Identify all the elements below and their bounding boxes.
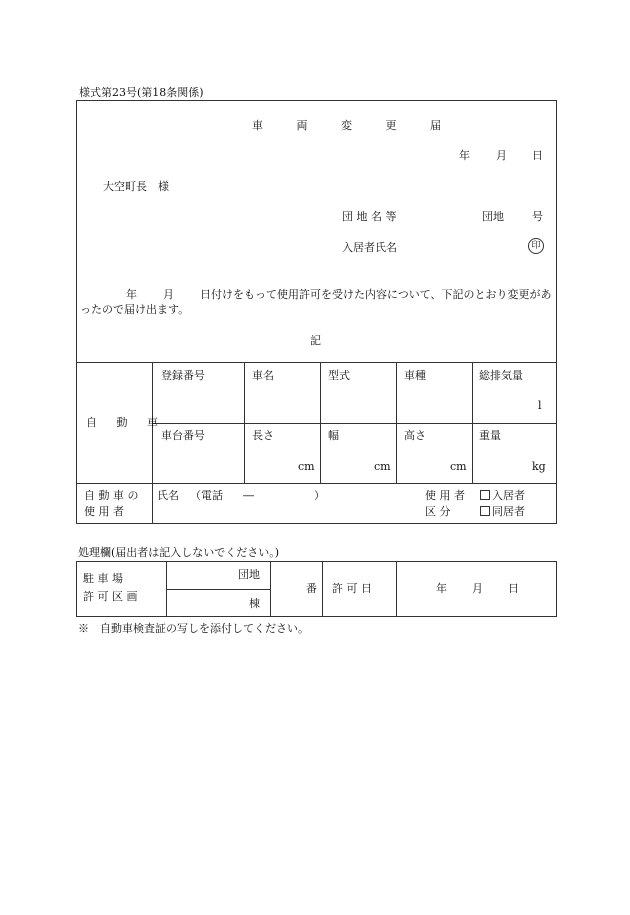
form-id: 様式第23号(第18条関係)	[79, 86, 204, 99]
attachment-note: ※ 自動車検査証の写しを添付してください。	[78, 622, 309, 635]
number-unit: 号	[532, 210, 543, 223]
form-title: 車 両 変 更 届	[252, 119, 456, 132]
divider	[76, 362, 557, 363]
header-height: 高さ	[404, 429, 426, 442]
divider	[320, 362, 321, 483]
resident-name-label: 入居者氏名	[342, 241, 397, 254]
option-cohabitant-label: 同居者	[492, 505, 525, 518]
parking-label-line1: 駐 車 場	[83, 572, 123, 585]
width-unit: cm	[374, 460, 391, 473]
permit-date-day: 日	[508, 582, 519, 595]
complex-name-label: 団 地 名 等	[342, 210, 397, 223]
weight-unit: kg	[532, 460, 546, 473]
divider	[152, 362, 153, 524]
date-day: 日	[532, 149, 543, 162]
header-width: 幅	[328, 429, 339, 442]
parking-number-label: 番	[306, 582, 317, 595]
divider	[244, 362, 245, 483]
permit-date-month: 月	[472, 582, 483, 595]
option-resident-label: 入居者	[492, 489, 525, 502]
statement-year: 年	[126, 288, 137, 301]
option-resident[interactable]	[480, 490, 525, 501]
header-car-name: 車名	[252, 369, 274, 382]
phone-label: （電話	[190, 489, 223, 502]
divider	[166, 589, 270, 590]
processing-heading: 処理欄(届出者は記入しないでください。)	[78, 546, 280, 559]
height-unit: cm	[450, 460, 467, 473]
header-model: 型式	[328, 369, 350, 382]
divider	[322, 561, 323, 617]
parking-label-line2: 許 可 区 画	[83, 590, 138, 603]
checkbox-icon[interactable]	[480, 506, 490, 516]
statement-text: 日付けをもって使用許可を受けた内容について、下記のとおり変更があったので届け出ます。	[80, 288, 552, 316]
user-type-label-line1: 使 用 者	[425, 489, 465, 502]
checkbox-icon[interactable]	[480, 490, 490, 500]
parking-building-unit: 棟	[249, 597, 260, 610]
date-month: 月	[496, 149, 507, 162]
header-displacement: 総排気量	[479, 369, 523, 382]
date-year: 年	[459, 149, 470, 162]
statement-paragraph	[80, 287, 554, 317]
record-label: 記	[310, 334, 321, 347]
header-registration-number: 登録番号	[161, 369, 205, 382]
permit-date-year: 年	[436, 582, 447, 595]
divider	[270, 561, 271, 617]
vehicle-section-label: 自 動 車	[86, 416, 166, 429]
phone-close: ）	[314, 489, 325, 502]
header-length: 長さ	[252, 429, 274, 442]
length-unit: cm	[298, 460, 315, 473]
divider	[396, 561, 397, 617]
header-vehicle-type: 車種	[404, 369, 426, 382]
parking-complex-unit: 団地	[238, 568, 260, 581]
divider	[472, 362, 473, 483]
vehicle-user-label-line1: 自 動 車 の	[84, 489, 139, 502]
divider	[76, 483, 557, 484]
seal-icon: 印	[528, 238, 544, 254]
permit-date-label: 許 可 日	[332, 582, 372, 595]
user-type-label-line2: 区 分	[425, 505, 451, 518]
header-weight: 重量	[479, 429, 501, 442]
complex-unit: 団地	[482, 210, 504, 223]
phone-dash: ―	[243, 489, 254, 502]
header-chassis-number: 車台番号	[161, 429, 205, 442]
option-cohabitant[interactable]	[480, 506, 525, 517]
divider	[152, 423, 557, 424]
divider	[396, 362, 397, 483]
displacement-unit: l	[538, 399, 542, 412]
vehicle-user-label-line2: 使 用 者	[84, 505, 124, 518]
user-name-label: 氏名	[157, 489, 179, 502]
statement-month: 月	[163, 288, 174, 301]
recipient: 大空町長 様	[103, 180, 169, 193]
